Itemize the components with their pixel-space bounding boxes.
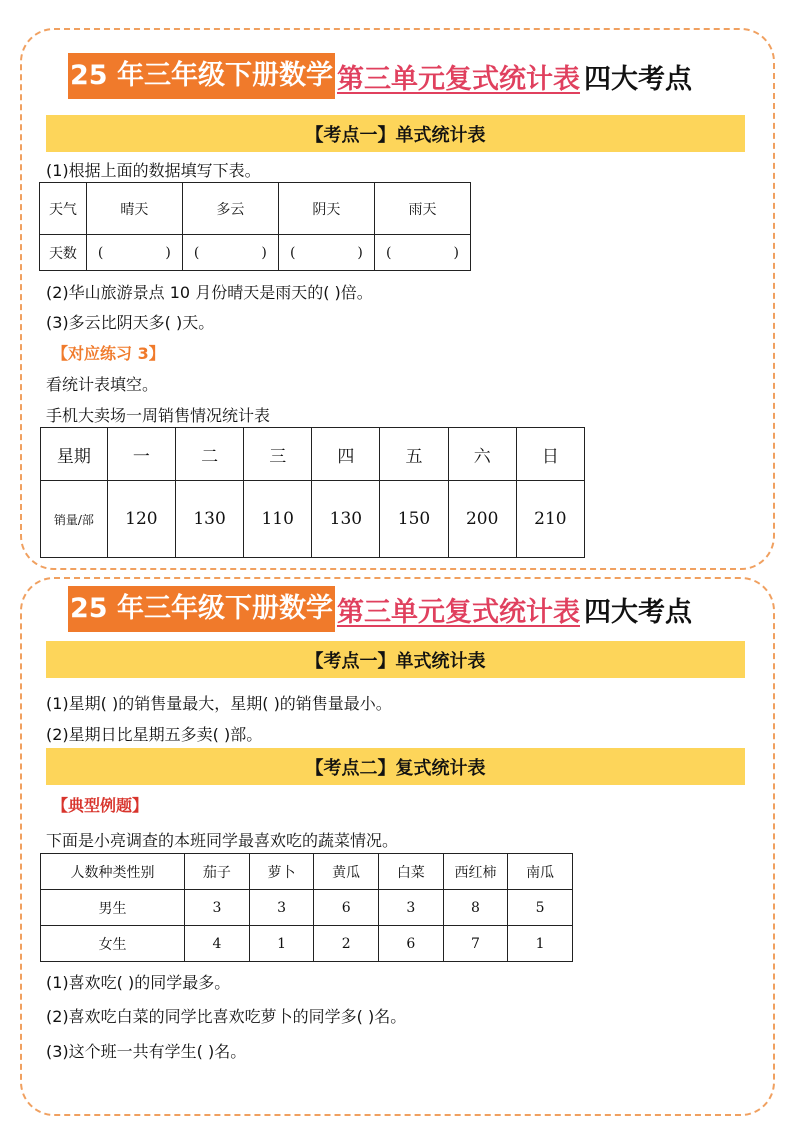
section-band-point-two: 【考点二】复式统计表 bbox=[46, 748, 745, 785]
vegetable-preference-table bbox=[40, 853, 573, 962]
table-cell: 6 bbox=[314, 890, 379, 926]
question-2: (2)星期日比星期五多卖( )部。 bbox=[46, 725, 263, 744]
practice-heading: 【对应练习 3】 bbox=[52, 344, 165, 363]
paren-close: ) bbox=[261, 244, 267, 261]
table-header-cell: 多云 bbox=[182, 183, 278, 235]
table-header-cell: 雨天 bbox=[374, 183, 470, 235]
answer-blank-cell[interactable] bbox=[278, 235, 374, 271]
intro-text: 下面是小亮调查的本班同学最喜欢吃的蔬菜情况。 bbox=[46, 831, 399, 850]
table-cell: 8 bbox=[443, 890, 508, 926]
table-cell: 5 bbox=[508, 890, 573, 926]
table-cell: 3 bbox=[185, 890, 250, 926]
question-1: (1)星期( )的销售量最大，星期( )的销售量最小。 bbox=[46, 694, 392, 713]
table-cell: 120 bbox=[107, 481, 175, 558]
table-cell: 2 bbox=[314, 926, 379, 962]
table-cell: 110 bbox=[244, 481, 312, 558]
table-cell: 200 bbox=[448, 481, 516, 558]
question-5: (3)这个班一共有学生( )名。 bbox=[46, 1042, 247, 1061]
question-4: (2)喜欢吃白菜的同学比喜欢吃萝卜的同学多( )名。 bbox=[46, 1007, 407, 1026]
paren-close: ) bbox=[357, 244, 363, 261]
question-1: (1)根据上面的数据填写下表。 bbox=[46, 161, 261, 180]
paren-open: ( bbox=[97, 244, 104, 261]
table-header-cell: 阴天 bbox=[278, 183, 374, 235]
title-part-points: 四大考点 bbox=[583, 596, 692, 628]
table-cell: 210 bbox=[516, 481, 584, 558]
title-part-unit: 第三单元复式统计表 bbox=[336, 596, 580, 628]
table-cell: 3 bbox=[249, 890, 314, 926]
table-cell: 7 bbox=[443, 926, 508, 962]
table-header-cell: 二 bbox=[175, 428, 243, 481]
title-part-grade: 25 年三年级下册数学 bbox=[68, 53, 335, 99]
table-header-cell: 星期 bbox=[41, 428, 108, 481]
table-header-cell: 一 bbox=[107, 428, 175, 481]
weather-days-table bbox=[39, 182, 471, 271]
table-header-cell: 西红柿 bbox=[443, 854, 508, 890]
answer-blank-cell[interactable] bbox=[86, 235, 182, 271]
section-band-point-one: 【考点一】单式统计表 bbox=[46, 641, 745, 678]
title-part-unit: 第三单元复式统计表 bbox=[336, 63, 580, 95]
table-cell: 1 bbox=[508, 926, 573, 962]
table-header-cell: 南瓜 bbox=[508, 854, 573, 890]
answer-blank-cell[interactable] bbox=[182, 235, 278, 271]
title-part-grade: 25 年三年级下册数学 bbox=[68, 586, 335, 632]
question-3: (3)多云比阴天多( )天。 bbox=[46, 313, 215, 332]
paren-close: ) bbox=[165, 244, 171, 261]
table-header-cell: 三 bbox=[244, 428, 312, 481]
table-row-label: 男生 bbox=[41, 890, 185, 926]
table-header-cell: 人数种类性别 bbox=[41, 854, 185, 890]
table-row-label: 天数 bbox=[40, 235, 87, 271]
table-caption: 手机大卖场一周销售情况统计表 bbox=[46, 406, 271, 425]
table-cell: 130 bbox=[175, 481, 243, 558]
table-row-label: 女生 bbox=[41, 926, 185, 962]
question-2: (2)华山旅游景点 10 月份晴天是雨天的( )倍。 bbox=[46, 283, 373, 302]
table-cell: 4 bbox=[185, 926, 250, 962]
weekly-sales-table bbox=[40, 427, 585, 558]
section-band-point-one: 【考点一】单式统计表 bbox=[46, 115, 745, 152]
table-header-cell: 萝卜 bbox=[249, 854, 314, 890]
example-heading: 【典型例题】 bbox=[52, 796, 149, 815]
table-header-cell: 黄瓜 bbox=[314, 854, 379, 890]
instruction-text: 看统计表填空。 bbox=[46, 375, 159, 394]
table-header-cell: 日 bbox=[516, 428, 584, 481]
table-header-cell: 四 bbox=[312, 428, 380, 481]
table-header-cell: 六 bbox=[448, 428, 516, 481]
paren-open: ( bbox=[193, 244, 200, 261]
page-title bbox=[68, 53, 694, 99]
paren-open: ( bbox=[385, 244, 392, 261]
table-row-label: 销量/部 bbox=[41, 481, 108, 558]
table-cell: 150 bbox=[380, 481, 448, 558]
table-header-cell: 天气 bbox=[40, 183, 87, 235]
table-header-cell: 白菜 bbox=[379, 854, 444, 890]
paren-close: ) bbox=[453, 244, 459, 261]
title-part-points: 四大考点 bbox=[583, 63, 692, 95]
table-cell: 1 bbox=[249, 926, 314, 962]
table-cell: 6 bbox=[379, 926, 444, 962]
table-cell: 130 bbox=[312, 481, 380, 558]
paren-open: ( bbox=[289, 244, 296, 261]
table-header-cell: 茄子 bbox=[185, 854, 250, 890]
question-3: (1)喜欢吃( )的同学最多。 bbox=[46, 973, 231, 992]
table-header-cell: 五 bbox=[380, 428, 448, 481]
table-header-cell: 晴天 bbox=[86, 183, 182, 235]
page-title-repeat bbox=[68, 586, 694, 632]
table-cell: 3 bbox=[379, 890, 444, 926]
answer-blank-cell[interactable] bbox=[374, 235, 470, 271]
